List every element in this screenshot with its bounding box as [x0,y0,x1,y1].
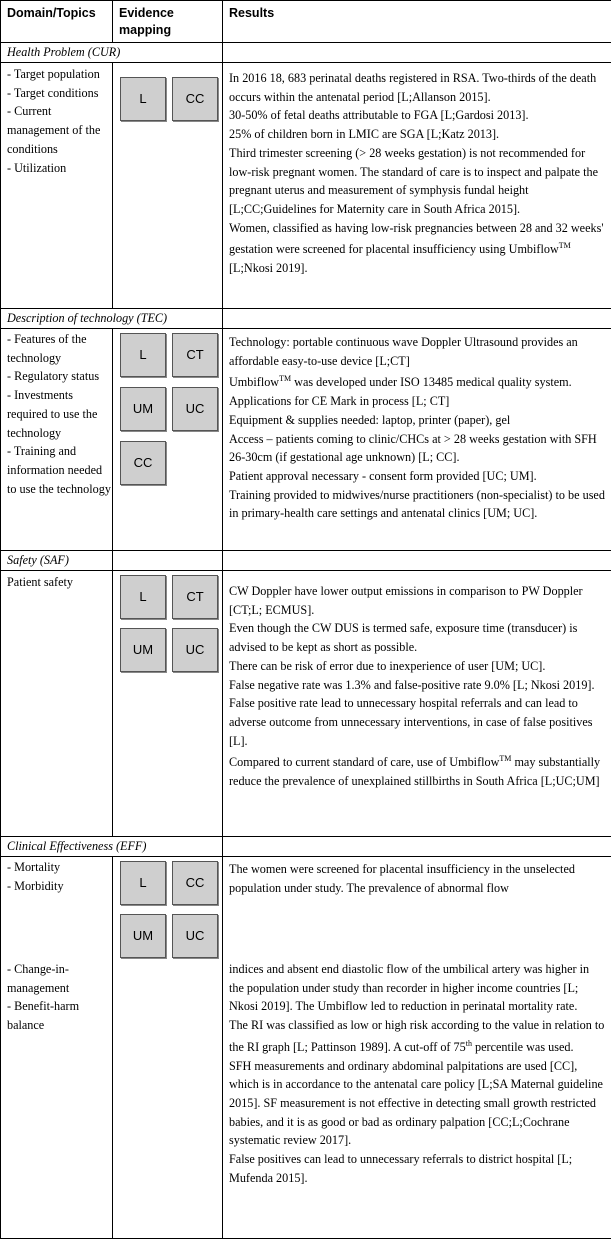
evidence-tag: UM [120,914,166,958]
evidence-tag: L [120,861,166,905]
result-text: There can be risk of error due to inexperience of user [UM; UC]. [229,658,546,673]
result-text: False positives can lead to unnecessary referrals to district hospital [L; Mufenda 2015]. [229,1152,573,1185]
content-row-tec [1,329,611,551]
result-fragment: Umbiflow [229,375,280,390]
topics-eff-top [1,857,113,959]
evidence-tag: CT [172,575,218,619]
evidence-tag: UC [172,914,218,958]
result-fragment: percentile was used. [475,1039,574,1054]
result-fragment: [L;Nkosi 2019]. [229,261,308,276]
result-text: indices and absent end diastolic flow of the umbilical artery was higher in the population under study than recorder in higher income countries [L; Nkosi 2019]. The Umbiflow led to reduction in perinatal mortality rate. [229,962,590,1014]
result-fragment: Compared to current standard of care, use of Umbiflow [229,755,500,770]
section-row-cur [1,43,611,63]
result-fragment: may substantially reduce the prevalence of unexplained stillbirths in South Africa [L;UC;UM] [229,755,601,789]
section-row-saf [1,551,611,571]
header-row [1,1,611,43]
result-text: Technology: portable continuous wave Doppler Ultrasound provides an affordable easy-to-use device [L;CT] [229,335,578,368]
evidence-cur [113,63,223,309]
section-title-eff: Clinical Effectiveness (EFF) [1,837,223,857]
content-row-eff-top [1,857,611,959]
evidence-tag: L [120,333,166,377]
result-text [229,370,607,410]
evidence-eff [113,857,223,959]
result-text: 25% of children born in LMIC are SGA [L;Katz 2013]. [229,127,500,142]
content-row-saf [1,571,611,837]
evidence-tag: L [120,77,166,121]
section-title-cur: Health Problem (CUR) [1,43,223,63]
trademark: TM [499,754,512,764]
result-text: The women were screened for placental insufficiency in the unselected population under study. The prevalence of abnormal flow [229,862,575,895]
trademark: TM [279,374,292,384]
section-row-eff [1,837,611,857]
evidence-tag: CC [172,77,218,121]
evidence-tag: UM [120,628,166,672]
results-eff-bottom [223,958,611,1238]
result-text: SFH measurements and ordinary abdominal palpitations are used [CC], which is in accordance to the antenatal care policy [L;SA Maternal guideline 2015]. SF measurement is not effective in detecting small growth restricted babies, and it is as good or bad as ordinary palpation [CC;L;Cochrane systematic review 2017]. [229,1058,603,1148]
result-text [229,219,607,278]
header-domain: Domain/Topics [1,1,113,43]
results-eff-top [223,857,611,959]
results-tec [223,329,611,551]
topic-item: - Change-in-management [7,962,70,995]
evidence-tag: CT [172,333,218,377]
result-text: CW Doppler have lower output emissions in comparison to PW Doppler [CT;L; ECMUS]. [229,584,583,617]
header-results: Results [223,1,611,43]
topic-item: - Morbidity [7,878,64,893]
result-text: Even though the CW DUS is termed safe, exposure time (transducer) is advised to be kept as short as possible. [229,621,578,655]
result-fragment: Women, classified as having low-risk pregnancies between 28 and 32 weeks' gestation were screened for placental insufficiency using Umbiflow [229,220,604,257]
evidence-tag: L [120,575,166,619]
result-text [229,1016,607,1056]
topic-item: - Target population [7,67,100,81]
evidence-tag: UM [120,387,166,431]
evidence-tag: CC [172,861,218,905]
evidence-tec [113,329,223,551]
result-text: In 2016 18, 683 perinatal deaths registered in RSA. Two-thirds of the death occurs within the antenatal period [L;Allanson 2015]. [229,71,597,104]
topics-cur [1,63,113,309]
topics-saf [1,571,113,837]
topic-item: - Current management of the conditions [7,104,101,156]
trademark: TM [558,241,571,251]
results-saf [223,571,611,837]
content-row-cur [1,63,611,309]
result-text: Training provided to midwives/nurse practitioners (non-specialist) to be used in primary-health care settings and antenatal clinics [UM; UC]. [229,487,605,521]
result-text: Third trimester screening (> 28 weeks gestation) is not recommended for low-risk pregnant women. The standard of care is to inspect and palpate the pregnant uterus and measurement of symphysis fundal height [L;CC;Guidelines for Maternity care in South Africa 2015]. [229,145,599,216]
header-evidence: Evidence mapping [113,1,223,43]
topic-item: - Regulatory status [7,369,100,384]
evidence-tag: UC [172,387,218,431]
section-row-tec [1,309,611,329]
section-title-saf: Safety (SAF) [1,551,113,571]
topic-item: - Benefit-harm balance [7,999,80,1033]
evidence-tag: CC [120,441,166,485]
result-text: Patient approval necessary - consent form provided [UC; UM]. [229,468,537,483]
ordinal-suffix: th [465,1038,472,1048]
evidence-saf [113,571,223,837]
content-row-eff-bottom [1,958,611,1238]
evidence-tag: UC [172,628,218,672]
topic-item: - Investments required to use the technology [7,388,98,440]
result-fragment: The RI was classified as low or high risk according to the value in relation to the RI graph [L; Pattinson 1989]. A cut-off of 75 [229,1018,605,1054]
result-text: Access – patients coming to clinic/CHCs at > 28 weeks gestation with SFH 26-30cm (if gestational age unknown) [L; CC]. [229,431,597,465]
topic-item: - Mortality [7,860,61,874]
section-title-tec: Description of technology (TEC) [1,309,223,329]
result-text: False negative rate was 1.3% and false-positive rate 9.0% [L; Nkosi 2019]. False positive rate lead to unnecessary hospital referrals and can lead to adverse outcome from unnecessary interventions, in case of false positives [L]. [229,677,595,748]
topic-item: - Target conditions [7,85,99,100]
topics-eff-bottom [1,958,113,1238]
result-fragment: was developed under ISO 13485 medical quality system. Applications for CE Mark in process [L; CT] [229,375,572,409]
topic-item: Patient safety [7,575,73,589]
topics-tec [1,329,113,551]
result-text: Equipment & supplies needed: laptop, printer (paper), gel [229,412,511,427]
results-cur [223,63,611,309]
topic-item: - Utilization [7,160,67,175]
result-text: 30-50% of fetal deaths attributable to FGA [L;Gardosi 2013]. [229,108,529,123]
topic-item: - Features of the technology [7,332,87,365]
result-text [229,750,607,790]
topic-item: - Training and information needed to use the technology [7,444,111,496]
